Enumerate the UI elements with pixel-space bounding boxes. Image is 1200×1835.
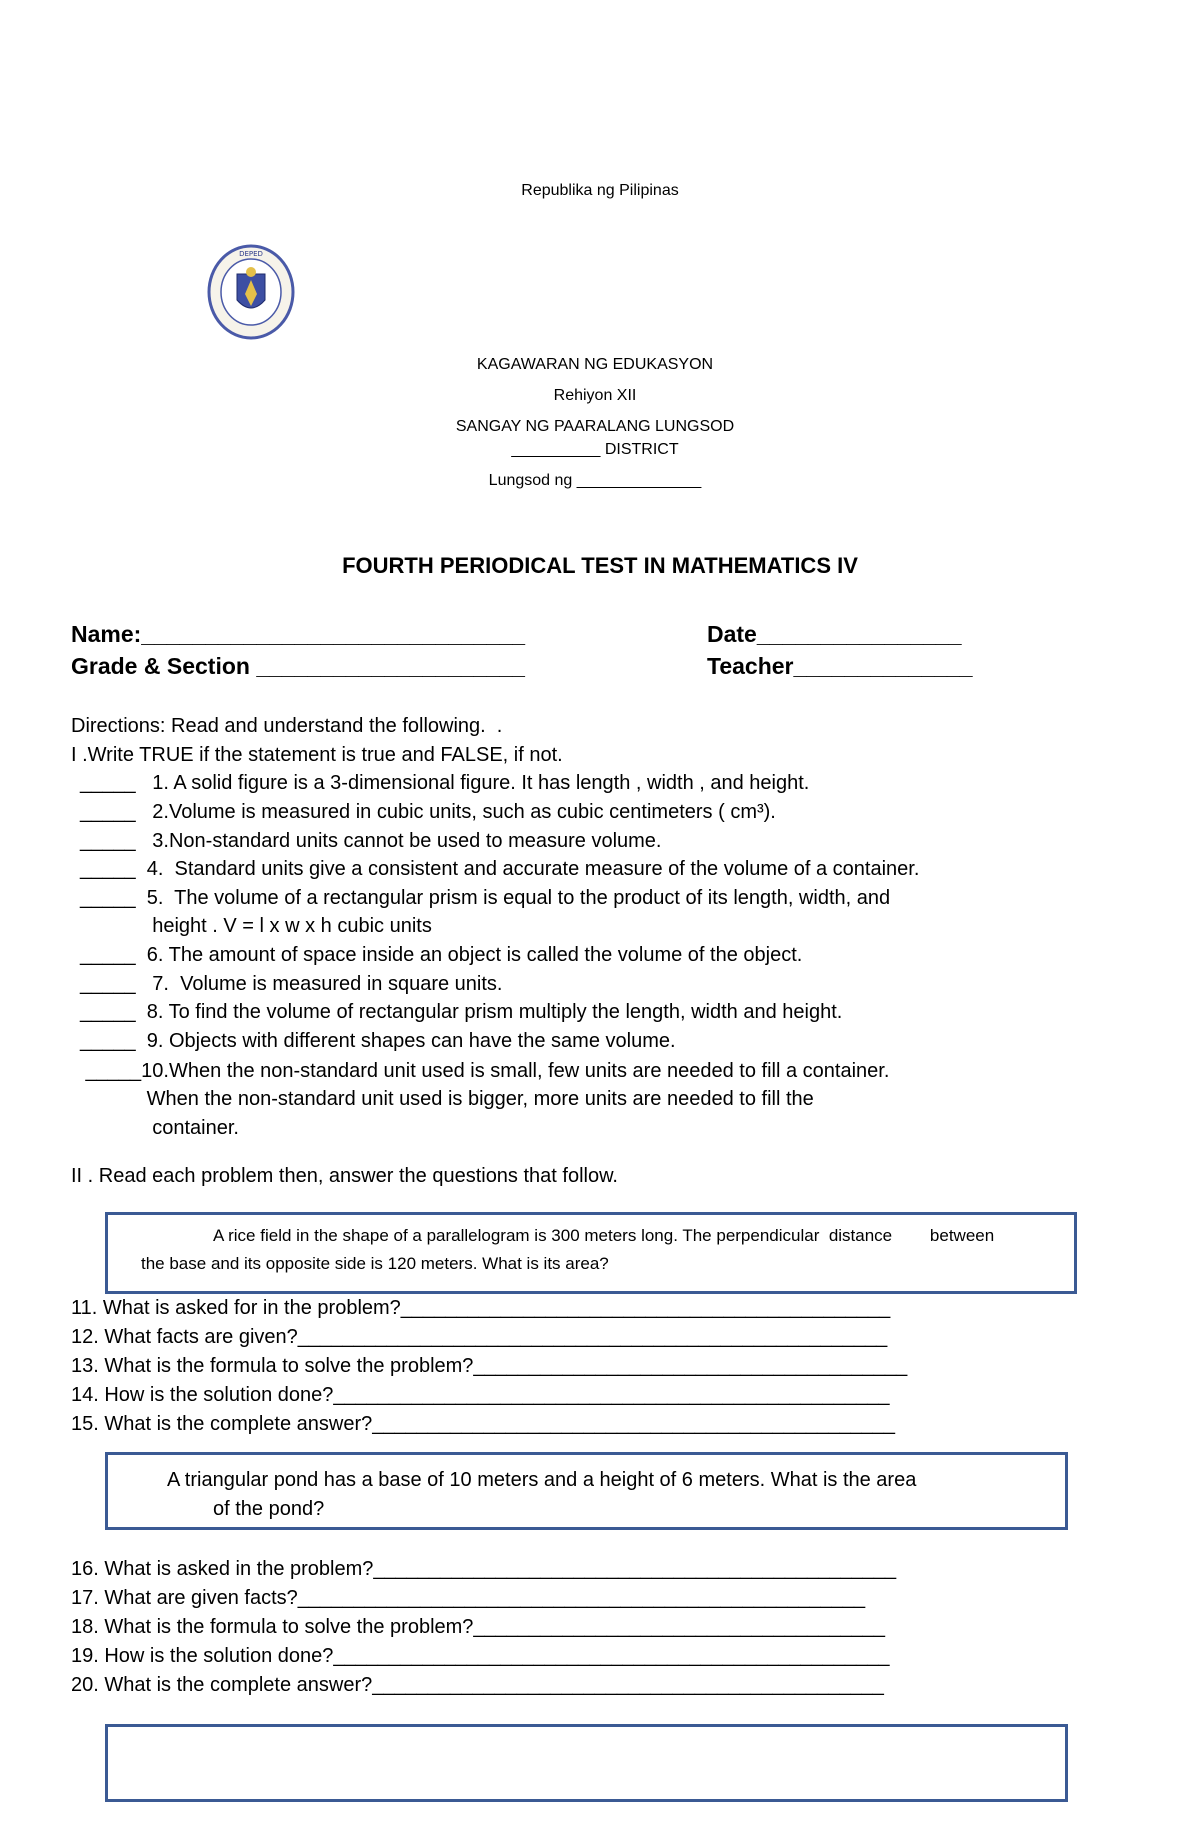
question-item: 15. What is the complete answer?_______________________________________________ — [71, 1413, 896, 1435]
true-false-item: _____ 3.Non-standard units cannot be used to measure volume. — [80, 830, 662, 852]
department-line: KAGAWARAN NG EDUKASYON — [476, 356, 714, 373]
question-item: 18. What is the formula to solve the problem?_____________________________________ — [71, 1616, 885, 1638]
question-item: 16. What is asked in the problem?_______________________________________________ — [71, 1558, 897, 1580]
question-item: 17. What are given facts?___________________________________________________ — [71, 1587, 866, 1609]
problem-box-3 — [105, 1724, 1068, 1802]
true-false-item-continuation: height . V = l x w x h cubic units — [80, 915, 432, 937]
true-false-item: _____ 1. A solid figure is a 3-dimensional figure. It has length , width , and height. — [80, 772, 810, 794]
problem-2-text: of the pond? — [213, 1498, 325, 1520]
svg-text:DEPED: DEPED — [239, 250, 263, 258]
true-false-item: _____ 4. Standard units give a consistent and accurate measure of the volume of a container. — [80, 858, 920, 880]
problem-2-text: A triangular pond has a base of 10 meters and a height of 6 meters. What is the area — [167, 1469, 917, 1491]
problem-1-text: the base and its opposite side is 120 meters. What is its area? — [141, 1254, 609, 1273]
city-line: Lungsod ng ______________ — [488, 472, 702, 489]
name-field[interactable]: Name:______________________________ — [71, 621, 526, 647]
true-false-item-continuation: When the non-standard unit used is bigger, more units are needed to fill the — [80, 1088, 814, 1110]
date-field[interactable]: Date________________ — [707, 621, 962, 647]
part1-heading: I .Write TRUE if the statement is true and FALSE, if not. — [71, 744, 563, 766]
region-line: Rehiyon XII — [553, 387, 637, 404]
directions: Directions: Read and understand the following. . — [71, 715, 503, 737]
true-false-item: _____ 2.Volume is measured in cubic units, such as cubic centimeters ( cm³). — [80, 801, 776, 823]
part2-heading: II . Read each problem then, answer the questions that follow. — [71, 1165, 618, 1187]
true-false-item: _____ 9. Objects with different shapes can have the same volume. — [80, 1030, 676, 1052]
true-false-item-continuation: container. — [80, 1117, 239, 1139]
division-line: SANGAY NG PAARALANG LUNGSOD — [455, 418, 735, 435]
question-item: 14. How is the solution done?__________________________________________________ — [71, 1384, 890, 1406]
question-item: 20. What is the complete answer?______________________________________________ — [71, 1674, 884, 1696]
true-false-item: _____ 6. The amount of space inside an object is called the volume of the object. — [80, 944, 803, 966]
true-false-item: _____ 7. Volume is measured in square units. — [80, 973, 503, 995]
problem-box-1 — [105, 1212, 1077, 1294]
deped-seal-icon — [207, 244, 295, 340]
true-false-item: _____ 5. The volume of a rectangular prism is equal to the product of its length, width, and — [80, 887, 891, 909]
test-title: FOURTH PERIODICAL TEST IN MATHEMATICS IV — [342, 553, 858, 578]
problem-1-text: A rice field in the shape of a parallelogram is 300 meters long. The perpendicular distance between — [213, 1226, 995, 1245]
question-item: 12. What facts are given?_____________________________________________________ — [71, 1326, 888, 1348]
grade-section-field[interactable]: Grade & Section _____________________ — [71, 653, 525, 679]
district-line: __________ DISTRICT — [511, 441, 679, 458]
true-false-item: _____ 8. To find the volume of rectangular prism multiply the length, width and height. — [80, 1001, 843, 1023]
question-item: 13. What is the formula to solve the problem?_______________________________________ — [71, 1355, 908, 1377]
question-item: 11. What is asked for in the problem?____________________________________________ — [71, 1297, 891, 1319]
republic-line: Republika ng Pilipinas — [521, 182, 679, 199]
question-item: 19. How is the solution done?__________________________________________________ — [71, 1645, 890, 1667]
true-false-item: _____10.When the non-standard unit used is small, few units are needed to fill a container. — [80, 1060, 890, 1082]
teacher-field[interactable]: Teacher______________ — [707, 653, 973, 679]
